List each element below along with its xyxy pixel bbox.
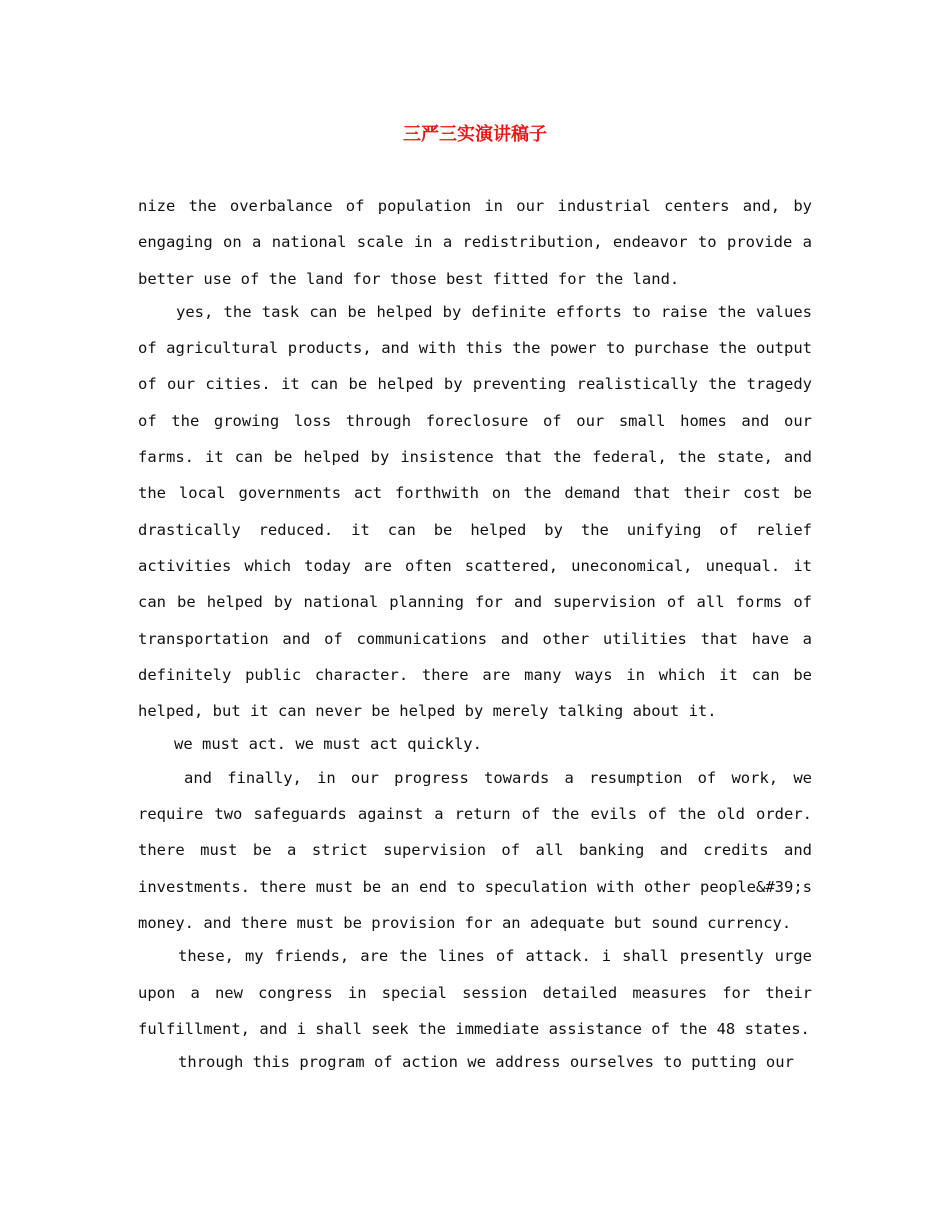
document-title: 三严三实演讲稿子 <box>403 124 547 145</box>
paragraph-3: we must act. we must act quickly. <box>174 735 482 754</box>
document-body <box>138 188 812 1077</box>
paragraph-2: yes, the task can be helped by definite efforts to raise the values of agricultural products, and with this the power to purchase the output of our cities. it can be helped by preventing realistically the tragedy of the growing loss through foreclosure of our small homes and our farms. it can be helped by insistence that the federal, the state, and the local governments act forthwith on the demand that their cost be drastically reduced. it can be helped by the unifying of relief activities which today are often scattered, uneconomical, unequal. it can be helped by national planning for and supervision of all forms of transportation and of communications and other utilities that have a definitely public character. there are many ways in which it can be helped, but it can never be helped by merely talking about it. <box>138 302 812 721</box>
paragraph-6: through this program of action we address ourselves to putting our <box>178 1053 794 1072</box>
paragraph-4: and finally, in our progress towards a resumption of work, we require two safeguards against a return of the evils of the old order. there must be a strict supervision of all banking and credits and investments. there must be an end to speculation with other people&#39;s money. and there must be provision for an adequate but sound currency. <box>138 768 812 932</box>
paragraph-5: these, my friends, are the lines of attack. i shall presently urge upon a new congress in special session detailed measures for their fulfillment, and i shall seek the immediate assistance of the 48 states. <box>138 947 812 1038</box>
paragraph-1: nize the overbalance of population in our industrial centers and, by engaging on a national scale in a redistribution, endeavor to provide a better use of the land for those best fitted for the land. <box>138 197 812 288</box>
